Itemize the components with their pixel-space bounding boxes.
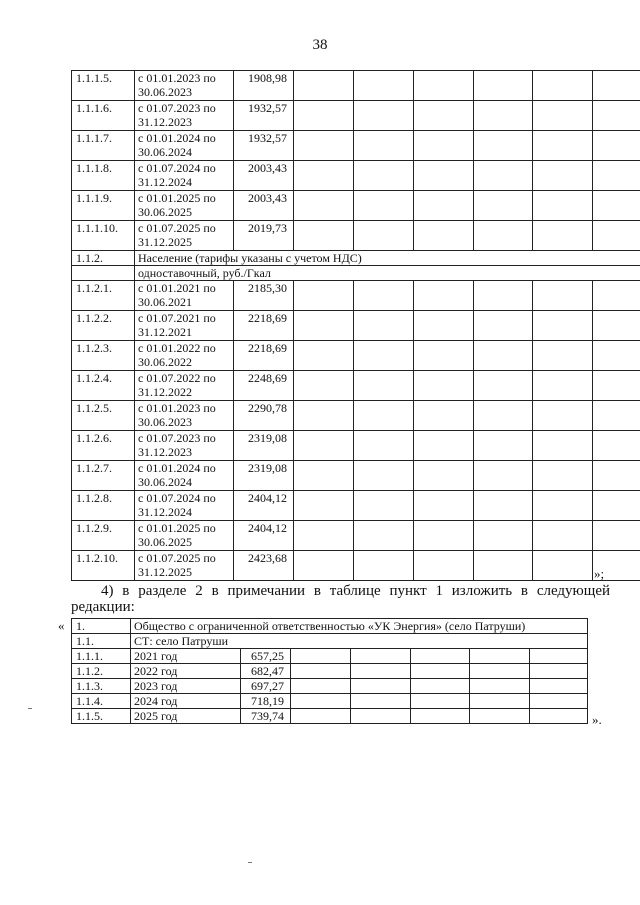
empty-cell <box>474 311 533 341</box>
row-code: 1.1.3. <box>72 679 131 694</box>
empty-cell <box>291 679 351 694</box>
empty-cell <box>354 341 414 371</box>
empty-cell <box>533 311 593 341</box>
period-line: 30.06.2022 <box>138 355 192 369</box>
empty-cell <box>354 491 414 521</box>
empty-cell <box>354 131 414 161</box>
tariff-value: 1932,57 <box>234 131 294 161</box>
row-code: 1.1.2.3. <box>72 341 135 371</box>
period-line: 30.06.2024 <box>138 145 192 159</box>
period-cell <box>135 551 234 581</box>
empty-cell <box>533 371 593 401</box>
empty-cell <box>533 281 593 311</box>
empty-cell <box>294 431 354 461</box>
empty-cell <box>351 709 411 724</box>
empty-cell <box>414 491 474 521</box>
period-line: с 01.07.2024 по <box>138 161 216 175</box>
closing-quote: »; <box>594 566 605 581</box>
year-cell: 2023 год <box>131 679 241 694</box>
table-row <box>72 649 588 664</box>
tariff-value: 682,47 <box>241 664 291 679</box>
tariff-value: 2019,73 <box>234 221 294 251</box>
period-line: с 01.07.2025 по <box>138 221 216 235</box>
table-row <box>72 679 588 694</box>
empty-cell <box>533 521 593 551</box>
table-row <box>72 341 640 371</box>
empty-cell <box>354 281 414 311</box>
period-cell <box>135 281 234 311</box>
table-row <box>72 251 640 266</box>
row-code: 1.1.1.9. <box>72 191 135 221</box>
year-cell: 2025 год <box>131 709 241 724</box>
empty-cell <box>533 461 593 491</box>
row-code: 1.1.2.4. <box>72 371 135 401</box>
period-cell <box>135 371 234 401</box>
empty-cell <box>593 431 640 461</box>
empty-cell <box>354 71 414 101</box>
row-code: 1.1.1.5. <box>72 71 135 101</box>
empty-cell <box>354 401 414 431</box>
empty-cell <box>354 371 414 401</box>
period-line: 30.06.2023 <box>138 415 192 429</box>
empty-cell <box>294 161 354 191</box>
empty-cell <box>530 649 588 664</box>
empty-cell <box>294 131 354 161</box>
empty-cell <box>593 311 640 341</box>
empty-cell <box>294 401 354 431</box>
section-header: одноставочный, руб./Гкал <box>135 266 640 281</box>
empty-cell <box>354 101 414 131</box>
empty-cell <box>414 71 474 101</box>
empty-cell <box>593 371 640 401</box>
tariff-value: 2218,69 <box>234 341 294 371</box>
empty-cell <box>533 341 593 371</box>
table-row <box>72 71 640 101</box>
table-row <box>72 371 640 401</box>
tariff-value: 1908,98 <box>234 71 294 101</box>
year-cell: 2024 год <box>131 694 241 709</box>
empty-cell <box>414 281 474 311</box>
empty-cell <box>533 71 593 101</box>
empty-cell <box>474 71 533 101</box>
empty-cell <box>593 101 640 131</box>
period-cell <box>135 131 234 161</box>
period-line: с 01.07.2024 по <box>138 491 216 505</box>
tariff-table-main <box>71 70 640 581</box>
empty-cell <box>533 401 593 431</box>
closing-quote: ». <box>592 712 602 727</box>
empty-cell <box>470 694 530 709</box>
empty-cell <box>593 191 640 221</box>
empty-cell <box>474 161 533 191</box>
empty-cell <box>291 709 351 724</box>
empty-cell <box>533 431 593 461</box>
empty-cell <box>414 431 474 461</box>
empty-cell <box>291 694 351 709</box>
section-header: Население (тарифы указаны с учетом НДС) <box>135 251 640 266</box>
row-code: 1.1.2.6. <box>72 431 135 461</box>
period-line: с 01.01.2021 по <box>138 281 216 295</box>
tariff-value: 2404,12 <box>234 491 294 521</box>
empty-cell <box>411 649 470 664</box>
empty-cell <box>593 521 640 551</box>
empty-cell <box>414 311 474 341</box>
tariff-value: 657,25 <box>241 649 291 664</box>
empty-cell <box>474 521 533 551</box>
empty-cell <box>470 679 530 694</box>
period-cell <box>135 161 234 191</box>
empty-cell <box>414 401 474 431</box>
empty-cell <box>474 191 533 221</box>
period-line: 31.12.2023 <box>138 115 192 129</box>
empty-cell <box>414 461 474 491</box>
row-code: 1.1.2.2. <box>72 311 135 341</box>
empty-cell <box>351 679 411 694</box>
empty-cell <box>470 709 530 724</box>
period-line: 30.06.2024 <box>138 475 192 489</box>
period-cell <box>135 461 234 491</box>
tariff-value: 739,74 <box>241 709 291 724</box>
row-code: 1.1.5. <box>72 709 131 724</box>
empty-cell <box>414 221 474 251</box>
table-row <box>72 461 640 491</box>
year-cell: 2021 год <box>131 649 241 664</box>
empty-cell <box>593 461 640 491</box>
empty-cell <box>354 521 414 551</box>
empty-cell <box>593 221 640 251</box>
empty-cell <box>294 521 354 551</box>
empty-cell <box>593 131 640 161</box>
period-line: 31.12.2024 <box>138 175 192 189</box>
period-line: 30.06.2025 <box>138 535 192 549</box>
row-code: 1.1.2.9. <box>72 521 135 551</box>
empty-cell <box>294 551 354 581</box>
tariff-value: 2290,78 <box>234 401 294 431</box>
empty-cell <box>291 664 351 679</box>
period-line: с 01.01.2024 по <box>138 461 216 475</box>
empty-cell <box>294 281 354 311</box>
row-code: 1.1.1.7. <box>72 131 135 161</box>
table-row <box>72 694 588 709</box>
tariff-value: 2185,30 <box>234 281 294 311</box>
page-number: 38 <box>312 37 328 53</box>
period-line: 31.12.2021 <box>138 325 192 339</box>
period-line: с 01.01.2024 по <box>138 131 216 145</box>
tariff-value: 1932,57 <box>234 101 294 131</box>
row-code: 1.1. <box>72 634 131 649</box>
table-row <box>72 709 588 724</box>
empty-cell <box>593 401 640 431</box>
row-code <box>72 266 135 281</box>
tariff-value: 2404,12 <box>234 521 294 551</box>
period-line: 31.12.2025 <box>138 565 192 579</box>
empty-cell <box>530 709 588 724</box>
table-row <box>72 101 640 131</box>
empty-cell <box>470 649 530 664</box>
empty-cell <box>593 491 640 521</box>
period-line: 30.06.2025 <box>138 205 192 219</box>
period-cell <box>135 221 234 251</box>
empty-cell <box>354 311 414 341</box>
empty-cell <box>354 191 414 221</box>
section-header: Общество с ограниченной ответственностью «УК Энергия» (село Патруши) <box>131 619 588 634</box>
table-row <box>72 431 640 461</box>
period-cell <box>135 341 234 371</box>
row-code: 1.1.1.8. <box>72 161 135 191</box>
empty-cell <box>474 281 533 311</box>
empty-cell <box>470 664 530 679</box>
period-line: 30.06.2021 <box>138 295 192 309</box>
period-cell <box>135 191 234 221</box>
row-code: 1.1.2.7. <box>72 461 135 491</box>
empty-cell <box>354 461 414 491</box>
empty-cell <box>533 101 593 131</box>
empty-cell <box>354 431 414 461</box>
empty-cell <box>411 709 470 724</box>
table-row <box>72 521 640 551</box>
empty-cell <box>411 664 470 679</box>
opening-quote: « <box>58 618 65 633</box>
row-code: 1.1.2. <box>72 664 131 679</box>
empty-cell <box>414 551 474 581</box>
empty-cell <box>294 221 354 251</box>
empty-cell <box>354 161 414 191</box>
empty-cell <box>533 221 593 251</box>
empty-cell <box>474 371 533 401</box>
empty-cell <box>294 371 354 401</box>
empty-cell <box>351 664 411 679</box>
empty-cell <box>474 341 533 371</box>
tariff-table-note <box>71 618 588 724</box>
empty-cell <box>294 461 354 491</box>
period-cell <box>135 521 234 551</box>
tariff-value: 2248,69 <box>234 371 294 401</box>
empty-cell <box>533 161 593 191</box>
empty-cell <box>414 341 474 371</box>
empty-cell <box>411 679 470 694</box>
empty-cell <box>294 341 354 371</box>
period-cell <box>135 311 234 341</box>
table-row <box>72 191 640 221</box>
row-code: 1.1.2. <box>72 251 135 266</box>
period-line: с 01.07.2021 по <box>138 311 216 325</box>
tariff-value: 2319,08 <box>234 461 294 491</box>
table-row <box>72 221 640 251</box>
table-row <box>72 491 640 521</box>
scan-speck <box>28 708 32 709</box>
empty-cell <box>474 461 533 491</box>
tariff-value: 718,19 <box>241 694 291 709</box>
empty-cell <box>414 371 474 401</box>
table-row <box>72 634 588 649</box>
row-code: 1.1.2.10. <box>72 551 135 581</box>
row-code: 1.1.4. <box>72 694 131 709</box>
empty-cell <box>474 431 533 461</box>
empty-cell <box>474 491 533 521</box>
empty-cell <box>593 341 640 371</box>
table-row <box>72 619 588 634</box>
empty-cell <box>593 71 640 101</box>
empty-cell <box>354 221 414 251</box>
table-row <box>72 664 588 679</box>
tariff-value: 2003,43 <box>234 161 294 191</box>
empty-cell <box>530 664 588 679</box>
period-cell <box>135 491 234 521</box>
amendment-paragraph <box>71 583 610 615</box>
period-line: 31.12.2024 <box>138 505 192 519</box>
empty-cell <box>530 694 588 709</box>
period-cell <box>135 401 234 431</box>
row-code: 1.1.2.1. <box>72 281 135 311</box>
empty-cell <box>294 491 354 521</box>
tariff-value: 2423,68 <box>234 551 294 581</box>
row-code: 1.1.1.6. <box>72 101 135 131</box>
period-cell <box>135 71 234 101</box>
amendment-text-line: редакции: <box>71 599 135 615</box>
empty-cell <box>351 649 411 664</box>
year-cell: 2022 год <box>131 664 241 679</box>
empty-cell <box>474 131 533 161</box>
empty-cell <box>474 551 533 581</box>
table-row <box>72 266 640 281</box>
table-row <box>72 281 640 311</box>
period-line: с 01.01.2025 по <box>138 521 216 535</box>
period-line: 31.12.2023 <box>138 445 192 459</box>
row-code: 1.1.1. <box>72 649 131 664</box>
amendment-text-line: 4) в разделе 2 в примечании в таблице пункт 1 изложить в следующей <box>101 583 610 599</box>
tariff-value: 697,27 <box>241 679 291 694</box>
period-cell <box>135 431 234 461</box>
period-line: с 01.01.2023 по <box>138 401 216 415</box>
period-line: с 01.07.2023 по <box>138 431 216 445</box>
scan-speck <box>248 862 252 863</box>
empty-cell <box>294 311 354 341</box>
empty-cell <box>474 401 533 431</box>
tariff-value: 2003,43 <box>234 191 294 221</box>
period-line: с 01.07.2023 по <box>138 101 216 115</box>
empty-cell <box>294 191 354 221</box>
empty-cell <box>533 491 593 521</box>
period-cell <box>135 101 234 131</box>
row-code: 1. <box>72 619 131 634</box>
period-line: с 01.01.2023 по <box>138 71 216 85</box>
empty-cell <box>530 679 588 694</box>
period-line: 30.06.2023 <box>138 85 192 99</box>
table-row <box>72 311 640 341</box>
row-code: 1.1.2.5. <box>72 401 135 431</box>
table-row <box>72 401 640 431</box>
empty-cell <box>474 101 533 131</box>
period-line: 31.12.2025 <box>138 235 192 249</box>
period-line: 31.12.2022 <box>138 385 192 399</box>
empty-cell <box>593 281 640 311</box>
empty-cell <box>411 694 470 709</box>
empty-cell <box>414 521 474 551</box>
empty-cell <box>414 161 474 191</box>
period-line: с 01.01.2025 по <box>138 191 216 205</box>
period-line: с 01.07.2022 по <box>138 371 216 385</box>
section-header: СТ: село Патруши <box>131 634 588 649</box>
empty-cell <box>354 551 414 581</box>
empty-cell <box>294 101 354 131</box>
empty-cell <box>533 131 593 161</box>
table-row <box>72 161 640 191</box>
row-code: 1.1.2.8. <box>72 491 135 521</box>
empty-cell <box>414 191 474 221</box>
empty-cell <box>593 161 640 191</box>
empty-cell <box>291 649 351 664</box>
empty-cell <box>294 71 354 101</box>
empty-cell <box>533 191 593 221</box>
row-code: 1.1.1.10. <box>72 221 135 251</box>
tariff-value: 2319,08 <box>234 431 294 461</box>
empty-cell <box>414 101 474 131</box>
table-row <box>72 551 640 581</box>
period-line: с 01.01.2022 по <box>138 341 216 355</box>
table-row <box>72 131 640 161</box>
empty-cell <box>351 694 411 709</box>
tariff-value: 2218,69 <box>234 311 294 341</box>
empty-cell <box>533 551 593 581</box>
empty-cell <box>414 131 474 161</box>
period-line: с 01.07.2025 по <box>138 551 216 565</box>
empty-cell <box>474 221 533 251</box>
